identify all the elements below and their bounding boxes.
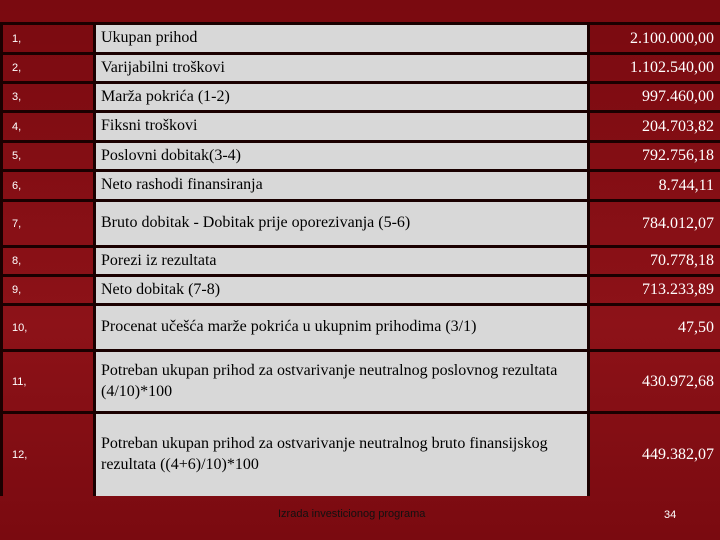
- row-number: 3,: [0, 81, 93, 110]
- row-value: 47,50: [587, 303, 720, 349]
- row-value: 792.756,18: [587, 140, 720, 169]
- row-description: Neto dobitak (7-8): [93, 274, 587, 303]
- row-number: 11,: [0, 349, 93, 411]
- row-number: 4,: [0, 110, 93, 140]
- row-number: 9,: [0, 274, 93, 303]
- row-value: 997.460,00: [587, 81, 720, 110]
- row-number: 1,: [0, 22, 93, 52]
- row-value: 784.012,07: [587, 199, 720, 245]
- row-description: Bruto dobitak - Dobitak prije oporezivanja (5-6): [93, 199, 587, 245]
- row-number: 10,: [0, 303, 93, 349]
- row-value: 70.778,18: [587, 245, 720, 274]
- row-description: Marža pokrića (1-2): [93, 81, 587, 110]
- row-description: Potreban ukupan prihod za ostvarivanje neutralnog poslovnog rezultata (4/10)*100: [93, 349, 587, 411]
- row-number: 8,: [0, 245, 93, 274]
- row-description: Procenat učešća marže pokrića u ukupnim prihodima (3/1): [93, 303, 587, 349]
- row-description: Porezi iz rezultata: [93, 245, 587, 274]
- row-number: 6,: [0, 169, 93, 199]
- row-number: 5,: [0, 140, 93, 169]
- row-value: 1.102.540,00: [587, 52, 720, 81]
- footer-title: Izrada investicionog programa: [278, 508, 426, 520]
- row-description: Neto rashodi finansiranja: [93, 169, 587, 199]
- row-value: 449.382,07: [587, 411, 720, 496]
- row-number: 7,: [0, 199, 93, 245]
- row-description: Poslovni dobitak(3-4): [93, 140, 587, 169]
- row-number: 2,: [0, 52, 93, 81]
- row-number: 12,: [0, 411, 93, 496]
- row-value: 713.233,89: [587, 274, 720, 303]
- row-description: Fiksni troškovi: [93, 110, 587, 140]
- row-description: Potreban ukupan prihod za ostvarivanje neutralnog bruto finansijskog rezultata ((4+6)/10)*100: [93, 411, 587, 496]
- page-number: 34: [664, 509, 677, 521]
- row-description: Varijabilni troškovi: [93, 52, 587, 81]
- financial-table: [0, 22, 720, 496]
- row-description: Ukupan prihod: [93, 22, 587, 52]
- row-value: 204.703,82: [587, 110, 720, 140]
- row-value: 430.972,68: [587, 349, 720, 411]
- row-value: 8.744,11: [587, 169, 720, 199]
- row-value: 2.100.000,00: [587, 22, 720, 52]
